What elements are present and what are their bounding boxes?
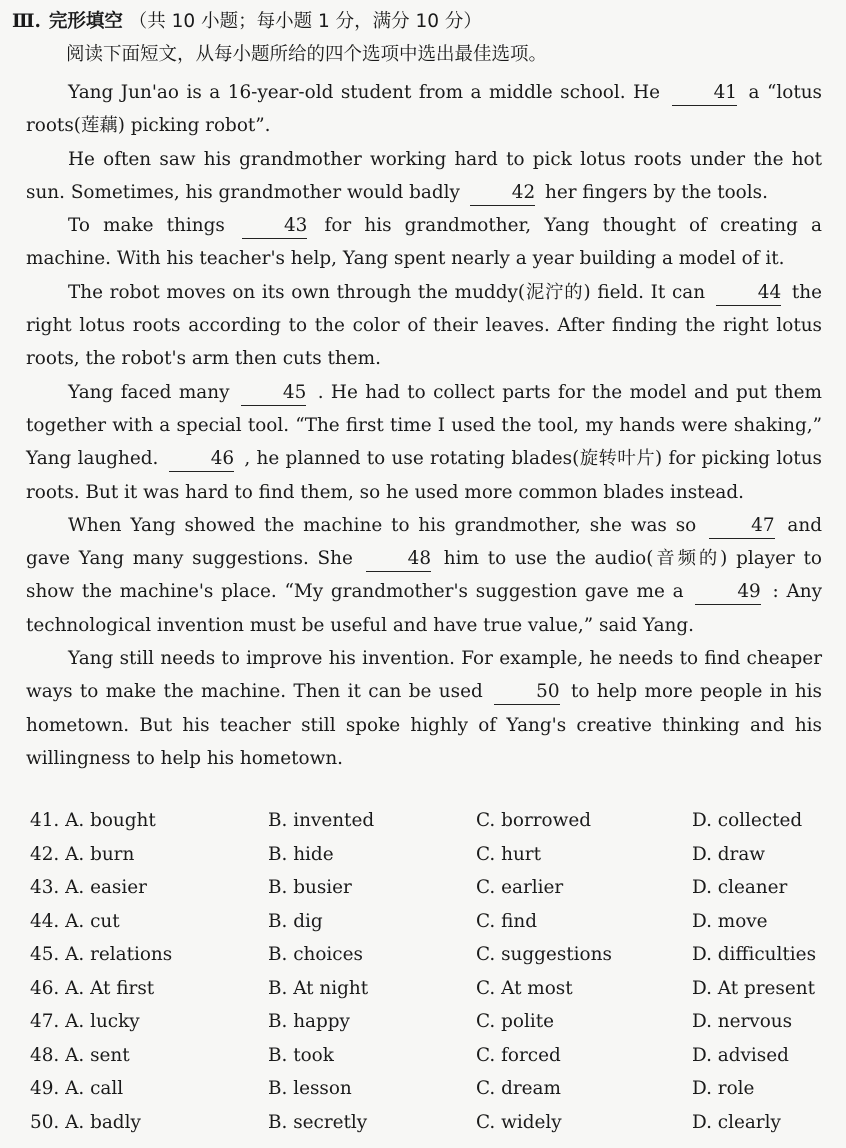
option-b: B. dig bbox=[268, 910, 323, 932]
option-c: C. widely bbox=[476, 1111, 562, 1133]
option-a: 44. A. cut bbox=[30, 910, 120, 932]
question-options-48 bbox=[30, 1045, 830, 1079]
option-b: B. choices bbox=[268, 944, 363, 965]
question-options-46 bbox=[30, 978, 830, 1012]
option-b: B. busier bbox=[268, 877, 352, 898]
option-b: B. invented bbox=[268, 810, 375, 831]
option-c: C. forced bbox=[476, 1044, 561, 1066]
blank-41: 41 bbox=[672, 81, 737, 106]
question-options-49 bbox=[30, 1078, 830, 1112]
paragraph-2 bbox=[26, 143, 822, 210]
option-d: D. draw bbox=[692, 843, 766, 865]
blank-46: 46 bbox=[169, 447, 234, 472]
option-b: B. happy bbox=[268, 1011, 350, 1032]
paragraph-1 bbox=[26, 76, 822, 143]
option-d: D. collected bbox=[692, 810, 803, 831]
option-c: C. At most bbox=[476, 977, 573, 999]
paragraph-6 bbox=[26, 509, 822, 642]
passage-text: the right lotus roots according to the color of their leaves. After finding the right lotus roots, the robot's arm then cuts them. bbox=[26, 281, 822, 370]
option-d: D. role bbox=[692, 1078, 755, 1099]
option-b: B. At night bbox=[268, 977, 369, 999]
instruction-text: 阅读下面短文，从每小题所给的四个选项中选出最佳选项。 bbox=[66, 44, 548, 65]
option-d: D. cleaner bbox=[692, 877, 788, 898]
option-d: D. difficulties bbox=[692, 944, 817, 965]
option-b: B. lesson bbox=[268, 1078, 352, 1099]
blank-43: 43 bbox=[242, 214, 307, 239]
question-options-43 bbox=[30, 877, 830, 911]
passage-text: to help more people in his hometown. But his teacher still spoke highly of Yang's creative thinking and his willingness to help his hometown. bbox=[26, 681, 822, 769]
passage-text: , he planned to use rotating blades(旋转叶片) for picking lotus roots. But it was hard to find them, so he used more common blades instead. bbox=[26, 448, 822, 503]
option-b: B. secretly bbox=[268, 1111, 368, 1133]
option-c: C. find bbox=[476, 910, 537, 932]
paragraph-7 bbox=[26, 642, 822, 775]
section-title: 完形填空 bbox=[48, 11, 123, 32]
option-a: 49. A. call bbox=[30, 1078, 124, 1099]
passage-text: a “lotus roots(莲藕) picking robot”. bbox=[26, 82, 822, 137]
passage-text: Yang Jun'ao is a 16-year-old student from a middle school. He bbox=[68, 82, 661, 103]
option-a: 46. A. At first bbox=[30, 977, 155, 999]
option-a: 45. A. relations bbox=[30, 944, 173, 965]
option-a: 47. A. lucky bbox=[30, 1011, 140, 1032]
passage-text: her fingers by the tools. bbox=[545, 181, 768, 203]
section-header bbox=[12, 8, 832, 36]
option-c: C. hurt bbox=[476, 843, 541, 865]
option-a: 41. A. bought bbox=[30, 810, 156, 831]
passage-text: Yang faced many bbox=[68, 381, 230, 403]
passage-text: Yang still needs to improve his invention. For example, he needs to find cheaper ways to make the machine. Then it can be used bbox=[26, 648, 822, 703]
question-options-50 bbox=[30, 1112, 830, 1146]
option-d: D. nervous bbox=[692, 1011, 793, 1032]
option-a: 50. A. badly bbox=[30, 1111, 141, 1133]
section-meta: （共 10 小题；每小题 1 分，满分 10 分） bbox=[128, 11, 482, 32]
option-b: B. took bbox=[268, 1044, 334, 1066]
passage-text: . He had to collect parts for the model and put them together with a special tool. “The first time I used the tool, my hands were shaking,” Yang laughed. bbox=[26, 381, 822, 470]
blank-49: 49 bbox=[695, 580, 760, 605]
option-c: C. earlier bbox=[476, 877, 564, 898]
question-options-45 bbox=[30, 944, 830, 978]
option-c: C. suggestions bbox=[476, 944, 612, 965]
passage-text: and gave Yang many suggestions. She bbox=[26, 514, 822, 570]
blank-42: 42 bbox=[470, 181, 535, 206]
option-c: C. dream bbox=[476, 1078, 561, 1099]
option-d: D. advised bbox=[692, 1044, 789, 1066]
section-number: Ⅲ. bbox=[12, 11, 41, 32]
paragraph-5 bbox=[26, 376, 822, 509]
cloze-passage bbox=[26, 76, 822, 775]
option-a: 43. A. easier bbox=[30, 877, 147, 898]
option-c: C. polite bbox=[476, 1011, 554, 1032]
option-a: 42. A. burn bbox=[30, 843, 135, 865]
blank-48: 48 bbox=[366, 547, 431, 572]
option-d: D. move bbox=[692, 910, 768, 932]
option-d: D. clearly bbox=[692, 1111, 781, 1133]
answer-options bbox=[30, 810, 830, 1145]
question-options-42 bbox=[30, 844, 830, 878]
question-options-41 bbox=[30, 810, 830, 844]
question-options-44 bbox=[30, 911, 830, 945]
passage-text: him to use the audio(音频的) player to show the machine's place. “My grandmother's suggestion gave me a bbox=[26, 548, 822, 603]
blank-45: 45 bbox=[241, 381, 306, 406]
passage-text: : Any technological invention must be useful and have true value,” said Yang. bbox=[26, 581, 822, 636]
passage-text: for his grandmother, Yang thought of creating a machine. With his teacher's help, Yang spent nearly a year building a model of it. bbox=[26, 215, 822, 270]
passage-text: When Yang showed the machine to his grandmother, she was so bbox=[68, 514, 697, 536]
passage-text: To make things bbox=[68, 215, 225, 237]
blank-47: 47 bbox=[709, 514, 774, 539]
question-options-47 bbox=[30, 1011, 830, 1045]
option-a: 48. A. sent bbox=[30, 1044, 130, 1066]
blank-50: 50 bbox=[494, 680, 559, 705]
passage-text: The robot moves on its own through the muddy(泥泞的) field. It can bbox=[68, 281, 706, 303]
paragraph-4 bbox=[26, 276, 822, 376]
option-d: D. At present bbox=[692, 977, 815, 999]
paragraph-3 bbox=[26, 209, 822, 276]
option-c: C. borrowed bbox=[476, 810, 592, 831]
passage-text: He often saw his grandmother working hard to pick lotus roots under the hot sun. Sometimes, his grandmother would badly bbox=[26, 148, 822, 203]
blank-44: 44 bbox=[716, 281, 781, 306]
option-b: B. hide bbox=[268, 843, 334, 865]
